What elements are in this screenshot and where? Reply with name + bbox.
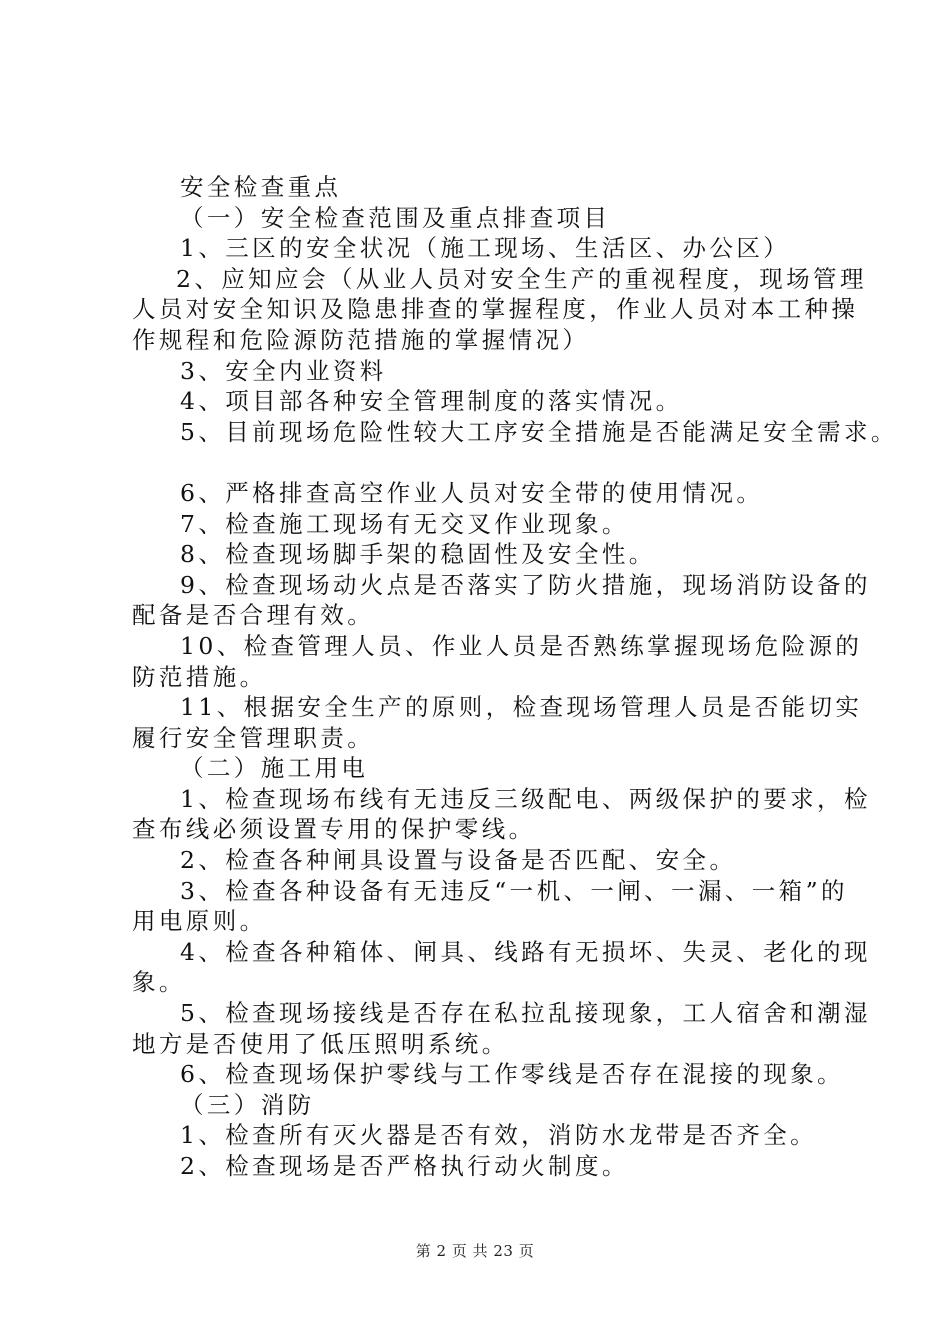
paragraph-line: 6、检查现场保护零线与工作零线是否存在混接的现象。 — [180, 1060, 844, 1089]
paragraph-line: 用电原则。 — [132, 907, 267, 936]
paragraph-line: 查布线必须设置专用的保护零线。 — [132, 815, 536, 844]
paragraph-line: 6、严格排查高空作业人员对安全带的使用情况。 — [180, 478, 764, 507]
paragraph-line: 1、检查所有灭火器是否有效，消防水龙带是否齐全。 — [180, 1121, 818, 1150]
paragraph-line: 2、应知应会（从业人员对安全生产的重视程度，现场管理 — [176, 264, 867, 293]
paragraph-line: 象。 — [132, 968, 186, 997]
document-title: 安全检查重点 — [180, 173, 342, 201]
paragraph-line: 10、检查管理人员、作业人员是否熟练掌握现场危险源的 — [180, 631, 863, 660]
paragraph-line: 作规程和危险源防范措施的掌握情况） — [132, 325, 590, 354]
section-heading: （一）安全检查范围及重点排查项目 — [180, 203, 611, 232]
blank-line — [132, 447, 850, 478]
paragraph-line: 5、目前现场危险性较大工序安全措施是否能满足安全需求。 — [180, 417, 898, 446]
paragraph-line: 履行安全管理职责。 — [132, 723, 375, 752]
paragraph-line: 9、检查现场动火点是否落实了防火措施，现场消防设备的 — [180, 570, 871, 599]
document-body — [132, 172, 898, 1182]
paragraph-line: 4、检查各种箱体、闸具、线路有无损坏、失灵、老化的现 — [180, 937, 871, 966]
paragraph-line: 8、检查现场脚手架的稳固性及安全性。 — [180, 540, 656, 569]
paragraph-line: 4、项目部各种安全管理制度的落实情况。 — [180, 387, 683, 416]
paragraph-line: 地方是否使用了低压照明系统。 — [132, 1029, 509, 1058]
paragraph-line: 5、检查现场接线是否存在私拉乱接现象，工人宿舍和潮湿 — [180, 999, 871, 1028]
paragraph-line: 1、检查现场布线有无违反三级配电、两级保护的要求，检 — [180, 784, 871, 813]
page-number-footer: 第 2 页 共 23 页 — [415, 1242, 535, 1260]
paragraph-line: 防范措施。 — [132, 662, 267, 691]
paragraph-line: 2、检查各种闸具设置与设备是否匹配、安全。 — [180, 846, 737, 875]
section-heading: （三）消防 — [180, 1090, 315, 1119]
paragraph-line: 配备是否合理有效。 — [132, 601, 375, 630]
paragraph-line: 11、根据安全生产的原则，检查现场管理人员是否能切实 — [180, 693, 863, 722]
paragraph-line: 1、三区的安全状况（施工现场、生活区、办公区） — [180, 234, 791, 263]
paragraph-line: 2、检查现场是否严格执行动火制度。 — [180, 1152, 629, 1180]
paragraph-line: 人员对安全知识及隐患排查的掌握程度，作业人员对本工种操 — [132, 295, 859, 324]
section-heading: （二）施工用电 — [180, 754, 369, 783]
paragraph-line: 3、检查各种设备有无违反“一机、一闸、一漏、一箱”的 — [180, 876, 848, 905]
paragraph-line: 7、检查施工现场有无交叉作业现象。 — [180, 509, 629, 538]
paragraph-line: 3、安全内业资料 — [180, 356, 387, 385]
